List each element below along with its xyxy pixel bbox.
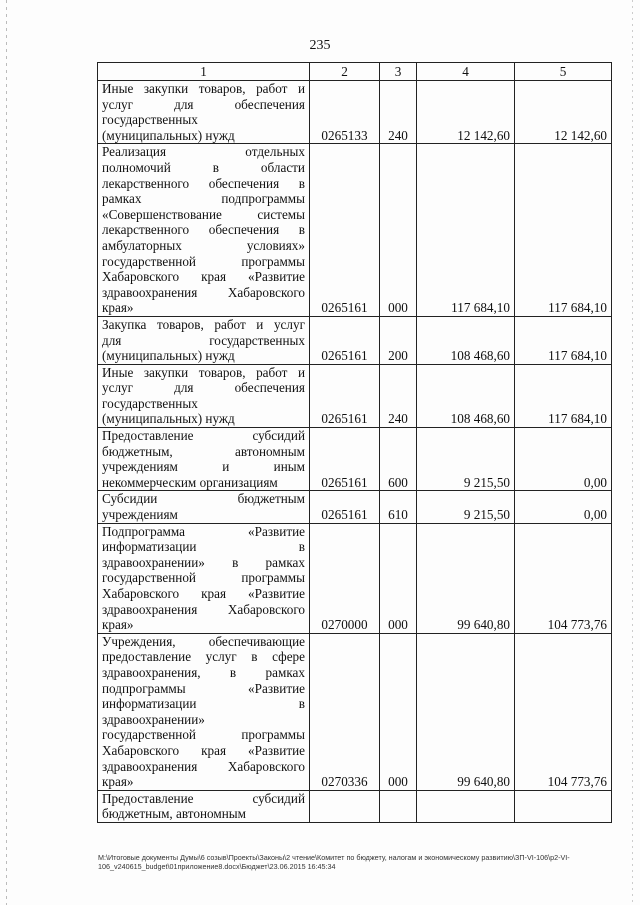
row-name-line: Предоставление субсидий: [102, 790, 305, 806]
table-row: [98, 428, 612, 491]
row-amount-1-cell: 99 640,80: [417, 523, 515, 633]
row-name-line: государственной программы: [102, 570, 305, 586]
row-name-line: учреждениям и иным: [102, 459, 305, 475]
row-name-line: Подпрограмма «Развитие: [102, 523, 305, 539]
row-name-line: лекарственного обеспечения в: [102, 175, 305, 191]
row-name-line: здравоохранения Хабаровского: [102, 601, 305, 617]
row-name-line: Предоставление субсидий: [102, 428, 305, 444]
row-name-line: полномочий в области: [102, 159, 305, 175]
table-row: [98, 81, 612, 144]
page-number: 235: [309, 38, 331, 53]
row-amount-2-cell: [515, 790, 612, 822]
row-amount-2-cell: 117 684,10: [515, 144, 612, 317]
row-code-cell: 0265161: [310, 364, 380, 427]
row-code-cell: 0270000: [310, 523, 380, 633]
table-row: [98, 790, 612, 822]
row-name-line: Хабаровского края «Развитие: [102, 586, 305, 601]
row-name-line: рамках подпрограммы: [102, 191, 305, 207]
row-name-line: Учреждения, обеспечивающие: [102, 633, 305, 649]
row-code-cell: 0265161: [310, 316, 380, 364]
row-name-line: информатизации в: [102, 539, 305, 555]
scan-edge-right: [632, 0, 633, 905]
row-name-line: информатизации в: [102, 696, 305, 712]
row-amount-2-cell: 117 684,10: [515, 364, 612, 427]
row-expense-type-cell: 000: [380, 144, 417, 317]
row-name-line: (муниципальных) нужд: [102, 411, 235, 427]
row-name-line: Хабаровского края «Развитие: [102, 269, 305, 285]
row-name-line: государственной программы: [102, 253, 305, 269]
row-expense-type-cell: 000: [380, 633, 417, 790]
table-header-row: [98, 63, 612, 81]
row-name-line: учреждениям: [102, 507, 178, 523]
row-code-cell: [310, 790, 380, 822]
row-amount-1-cell: 108 468,60: [417, 364, 515, 427]
row-name-line: услуг для обеспечения: [102, 380, 305, 396]
row-expense-type-cell: 600: [380, 428, 417, 491]
row-code-cell: 0265161: [310, 491, 380, 523]
row-expense-type-cell: 610: [380, 491, 417, 523]
row-name-line: края»: [102, 774, 134, 790]
row-name-line: здравоохранения Хабаровского: [102, 284, 305, 300]
table-row: [98, 364, 612, 427]
column-header-name: 1: [98, 63, 310, 81]
row-name-line: здравоохранения Хабаровского: [102, 758, 305, 774]
row-name-line: Иные закупки товаров, работ и: [102, 81, 305, 96]
row-name-cell: [98, 81, 310, 144]
row-code-cell: 0265161: [310, 428, 380, 491]
row-name-line: государственных: [102, 395, 198, 411]
row-name-line: здравоохранении»: [102, 711, 205, 727]
row-amount-1-cell: 9 215,50: [417, 428, 515, 491]
row-code-cell: 0265133: [310, 81, 380, 144]
row-name-line: края»: [102, 300, 134, 316]
row-name-line: лекарственного обеспечения в: [102, 222, 305, 238]
table-row: [98, 316, 612, 364]
column-header-expense-type: 3: [380, 63, 417, 81]
row-expense-type-cell: 000: [380, 523, 417, 633]
table-row: [98, 144, 612, 317]
table-row: [98, 491, 612, 523]
row-amount-1-cell: 12 142,60: [417, 81, 515, 144]
row-name-line: подпрограммы «Развитие: [102, 680, 305, 696]
row-name-line: Закупка товаров, работ и услуг: [102, 316, 305, 332]
row-amount-2-cell: 104 773,76: [515, 523, 612, 633]
row-name-cell: [98, 790, 310, 822]
row-expense-type-cell: 200: [380, 316, 417, 364]
row-name-line: «Совершенствование системы: [102, 206, 305, 222]
scan-edge-left: [6, 0, 7, 905]
row-name-line: здравоохранения, в рамках: [102, 664, 305, 680]
column-header-amount-2: 5: [515, 63, 612, 81]
table-row: [98, 523, 612, 633]
row-name-line: бюджетным, автономным: [102, 806, 246, 822]
budget-table: [97, 62, 612, 823]
document-path-footer: M:\Итоговые документы Думы\6 созыв\Проекты\Законы\2 чтение\Комитет по бюджету, налогам и экономическому развитию\ЗП-VI-106\р2-VI-106_v240615_budget\01приложение8.docx\Бюджет\23.06.2015 16:45:34: [98, 853, 570, 871]
row-name-line: Субсидии бюджетным: [102, 491, 305, 507]
row-name-line: некоммерческим организациям: [102, 474, 278, 490]
row-name-line: государственных: [102, 112, 198, 128]
row-name-cell: [98, 633, 310, 790]
row-amount-2-cell: 117 684,10: [515, 316, 612, 364]
column-header-amount-1: 4: [417, 63, 515, 81]
row-name-line: услуг для обеспечения: [102, 96, 305, 112]
row-amount-1-cell: 108 468,60: [417, 316, 515, 364]
row-expense-type-cell: 240: [380, 81, 417, 144]
row-expense-type-cell: [380, 790, 417, 822]
row-name-line: (муниципальных) нужд: [102, 127, 235, 143]
row-expense-type-cell: 240: [380, 364, 417, 427]
row-name-line: (муниципальных) нужд: [102, 348, 235, 364]
row-name-line: Реализация отдельных: [102, 144, 305, 160]
row-name-line: для государственных: [102, 332, 305, 348]
row-amount-2-cell: 12 142,60: [515, 81, 612, 144]
row-name-line: Иные закупки товаров, работ и: [102, 364, 305, 380]
row-amount-1-cell: [417, 790, 515, 822]
row-name-cell: [98, 144, 310, 317]
row-amount-1-cell: 117 684,10: [417, 144, 515, 317]
row-name-line: края»: [102, 617, 134, 633]
row-name-line: здравоохранении» в рамках: [102, 554, 305, 570]
row-name-cell: [98, 491, 310, 523]
row-amount-1-cell: 9 215,50: [417, 491, 515, 523]
row-amount-1-cell: 99 640,80: [417, 633, 515, 790]
row-name-cell: [98, 428, 310, 491]
row-name-line: бюджетным, автономным: [102, 443, 305, 459]
column-header-code: 2: [310, 63, 380, 81]
row-amount-2-cell: 104 773,76: [515, 633, 612, 790]
row-name-line: Хабаровского края «Развитие: [102, 742, 305, 758]
row-amount-2-cell: 0,00: [515, 491, 612, 523]
row-code-cell: 0270336: [310, 633, 380, 790]
row-name-cell: [98, 316, 310, 364]
row-amount-2-cell: 0,00: [515, 428, 612, 491]
row-code-cell: 0265161: [310, 144, 380, 317]
row-name-line: государственной программы: [102, 727, 305, 743]
table-row: [98, 633, 612, 790]
row-name-line: амбулаторных условиях»: [102, 237, 305, 253]
row-name-cell: [98, 364, 310, 427]
row-name-cell: [98, 523, 310, 633]
row-name-line: предоставление услуг в сфере: [102, 649, 305, 665]
